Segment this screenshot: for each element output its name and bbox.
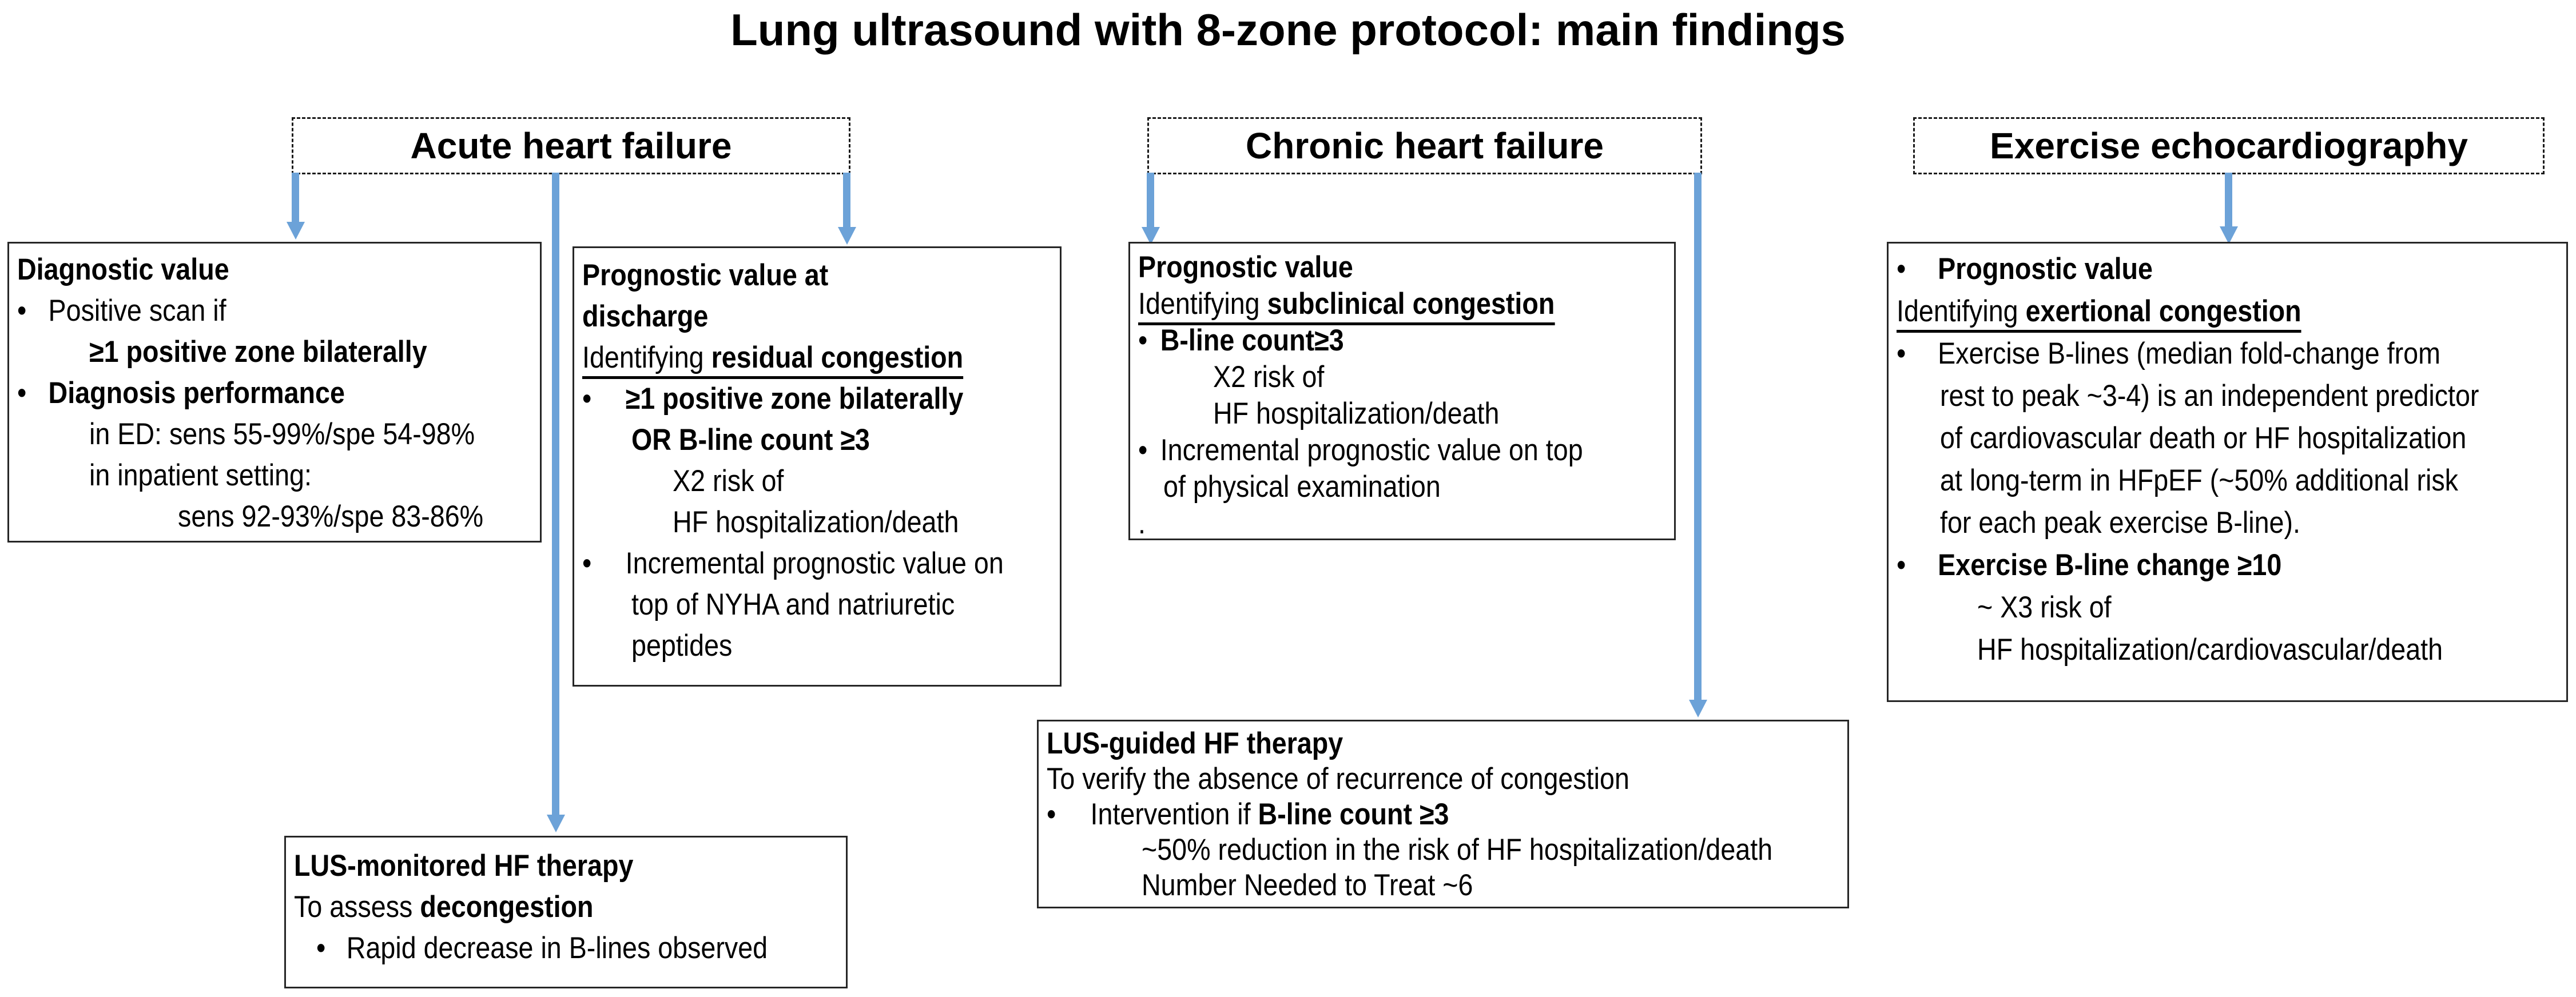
bullet-glyph: • — [1897, 337, 1906, 370]
text-segment: Diagnosis performance — [48, 376, 345, 410]
arrow-shaft — [1147, 173, 1154, 227]
box-lus-monitored-hf-therapy — [284, 836, 848, 988]
header-label: Chronic heart failure — [1246, 125, 1604, 166]
bullet-glyph: • — [316, 931, 326, 965]
text-segment: Identifying — [1897, 294, 2026, 328]
text-line — [1039, 726, 1847, 761]
arrow-head-icon — [1689, 700, 1707, 717]
text-line — [9, 290, 540, 332]
text-line — [1889, 333, 2566, 375]
text-segment: To assess — [294, 890, 420, 924]
text-segment: HF hospitalization/cardiovascular/death — [1977, 633, 2443, 667]
text-line — [286, 928, 846, 969]
bullet-glyph: • — [1138, 433, 1148, 467]
arrow-head-icon — [547, 815, 565, 832]
text-segment: . — [1138, 507, 1146, 540]
arrow-shaft — [552, 173, 559, 815]
text-line — [1039, 868, 1847, 903]
text-segment: discharge — [582, 300, 709, 333]
text-segment: in ED: sens 55-99%/spe 54-98% — [89, 417, 475, 451]
text-segment: peptides — [631, 629, 733, 663]
header-label: Acute heart failure — [410, 125, 732, 166]
bullet-glyph: • — [1138, 324, 1148, 357]
arrow-shaft — [843, 173, 850, 227]
arrow-shaft — [2225, 173, 2232, 226]
text-segment: Prognostic value at — [582, 258, 829, 292]
text-segment: Identifying — [582, 341, 711, 374]
text-line — [1130, 322, 1674, 359]
bullet-glyph: • — [1047, 797, 1056, 831]
text-segment: of cardiovascular death or HF hospitalization — [1940, 421, 2467, 455]
text-segment: ≥1 positive zone bilaterally — [89, 335, 427, 369]
text-segment: Positive scan if — [48, 294, 226, 328]
text-segment: LUS-guided HF therapy — [1047, 727, 1343, 760]
text-segment: Diagnostic value — [17, 253, 229, 286]
box-prognostic-value-exercise — [1887, 242, 2568, 702]
text-segment: Intervention if — [1090, 797, 1258, 831]
text-segment: residual congestion — [711, 341, 964, 374]
arrow-shaft — [292, 173, 299, 222]
text-segment: Number Needed to Treat ~6 — [1142, 868, 1473, 902]
text-line — [286, 887, 846, 928]
text-segment: in inpatient setting: — [89, 458, 312, 492]
text-segment: of physical examination — [1163, 470, 1441, 504]
text-line — [9, 496, 540, 537]
text-segment: HF hospitalization/death — [673, 505, 959, 539]
text-line — [1889, 375, 2566, 417]
text-segment: decongestion — [420, 890, 594, 924]
text-segment: ~50% reduction in the risk of HF hospitalization/death — [1142, 833, 1773, 867]
text-segment: Incremental prognostic value on — [625, 547, 1004, 580]
text-segment: LUS-monitored HF therapy — [294, 849, 634, 883]
text-segment: exertional congestion — [2025, 294, 2301, 328]
bullet-glyph: • — [1897, 548, 1906, 582]
text-segment: B-line count ≥3 — [1258, 797, 1449, 831]
text-segment: ≥1 positive zone bilaterally — [625, 382, 964, 416]
text-segment: To verify the absence of recurrence of congestion — [1047, 762, 1629, 796]
text-line — [1889, 290, 2566, 333]
text-line — [574, 543, 1060, 584]
box-lus-guided-hf-therapy — [1037, 720, 1849, 908]
box-diagnostic-value — [7, 242, 542, 543]
text-segment: rest to peak ~3-4) is an independent predictor — [1940, 379, 2479, 413]
text-segment: Rapid decrease in B-lines observed — [346, 931, 768, 965]
page-title: Lung ultrasound with 8-zone protocol: main findings — [730, 5, 1846, 55]
text-segment: at long-term in HFpEF (~50% additional risk — [1940, 464, 2458, 497]
text-segment: OR B-line count ≥3 — [631, 423, 870, 457]
text-line — [1130, 359, 1674, 396]
bullet-glyph: • — [582, 382, 592, 416]
text-line — [574, 625, 1060, 667]
text-line — [574, 584, 1060, 625]
text-line — [1130, 505, 1674, 542]
text-line — [1130, 469, 1674, 505]
text-line — [574, 296, 1060, 337]
text-line — [9, 332, 540, 373]
text-line — [1130, 249, 1674, 286]
header-label: Exercise echocardiography — [1990, 125, 2468, 166]
text-segment: X2 risk of — [673, 464, 784, 498]
text-line — [1889, 502, 2566, 544]
text-line — [1889, 587, 2566, 629]
text-line — [286, 846, 846, 887]
text-line — [1039, 761, 1847, 797]
text-segment: subclinical congestion — [1267, 287, 1555, 321]
text-segment: top of NYHA and natriuretic — [631, 588, 955, 621]
text-segment: HF hospitalization/death — [1213, 397, 1500, 430]
header-acute-heart-failure — [292, 117, 850, 174]
box-prognostic-value-at-discharge — [573, 246, 1062, 687]
text-segment: for each peak exercise B-line). — [1940, 506, 2300, 540]
text-segment: Prognostic value — [1938, 252, 2153, 286]
text-segment: sens 92-93%/spe 83-86% — [178, 500, 484, 533]
text-line — [1889, 460, 2566, 502]
text-line — [9, 414, 540, 455]
text-line — [574, 255, 1060, 296]
text-line — [9, 373, 540, 414]
bullet-glyph: • — [17, 376, 27, 410]
text-line — [574, 337, 1060, 378]
text-line — [1130, 396, 1674, 432]
header-exercise-echocardiography — [1913, 117, 2545, 174]
text-line — [574, 502, 1060, 543]
text-line — [1889, 417, 2566, 460]
bullet-glyph: • — [1897, 252, 1906, 286]
text-line — [9, 455, 540, 496]
text-segment: Incremental prognostic value on top — [1160, 433, 1583, 467]
arrow-shaft — [1694, 173, 1702, 700]
text-segment: Identifying — [1138, 287, 1267, 321]
text-segment: Prognostic value — [1138, 250, 1353, 284]
header-chronic-heart-failure — [1147, 117, 1702, 174]
text-segment: Exercise B-line change ≥10 — [1938, 548, 2282, 582]
text-line — [1039, 832, 1847, 868]
bullet-glyph: • — [582, 547, 592, 580]
text-line — [1889, 629, 2566, 671]
text-line — [1889, 544, 2566, 587]
text-segment: Exercise B-lines (median fold-change from — [1938, 337, 2440, 370]
text-line — [574, 378, 1060, 420]
text-line — [9, 249, 540, 290]
box-prognostic-value-chronic — [1128, 242, 1676, 540]
text-segment: B-line count≥3 — [1160, 324, 1344, 357]
text-line — [1039, 797, 1847, 832]
text-segment: ~ X3 risk of — [1977, 591, 2112, 624]
arrow-head-icon — [838, 227, 856, 245]
text-line — [1889, 248, 2566, 290]
text-line — [1130, 432, 1674, 469]
text-line — [1130, 286, 1674, 322]
bullet-glyph: • — [17, 294, 27, 328]
arrow-head-icon — [287, 222, 305, 240]
text-segment: X2 risk of — [1213, 360, 1325, 394]
text-line — [574, 420, 1060, 461]
text-line — [574, 461, 1060, 502]
